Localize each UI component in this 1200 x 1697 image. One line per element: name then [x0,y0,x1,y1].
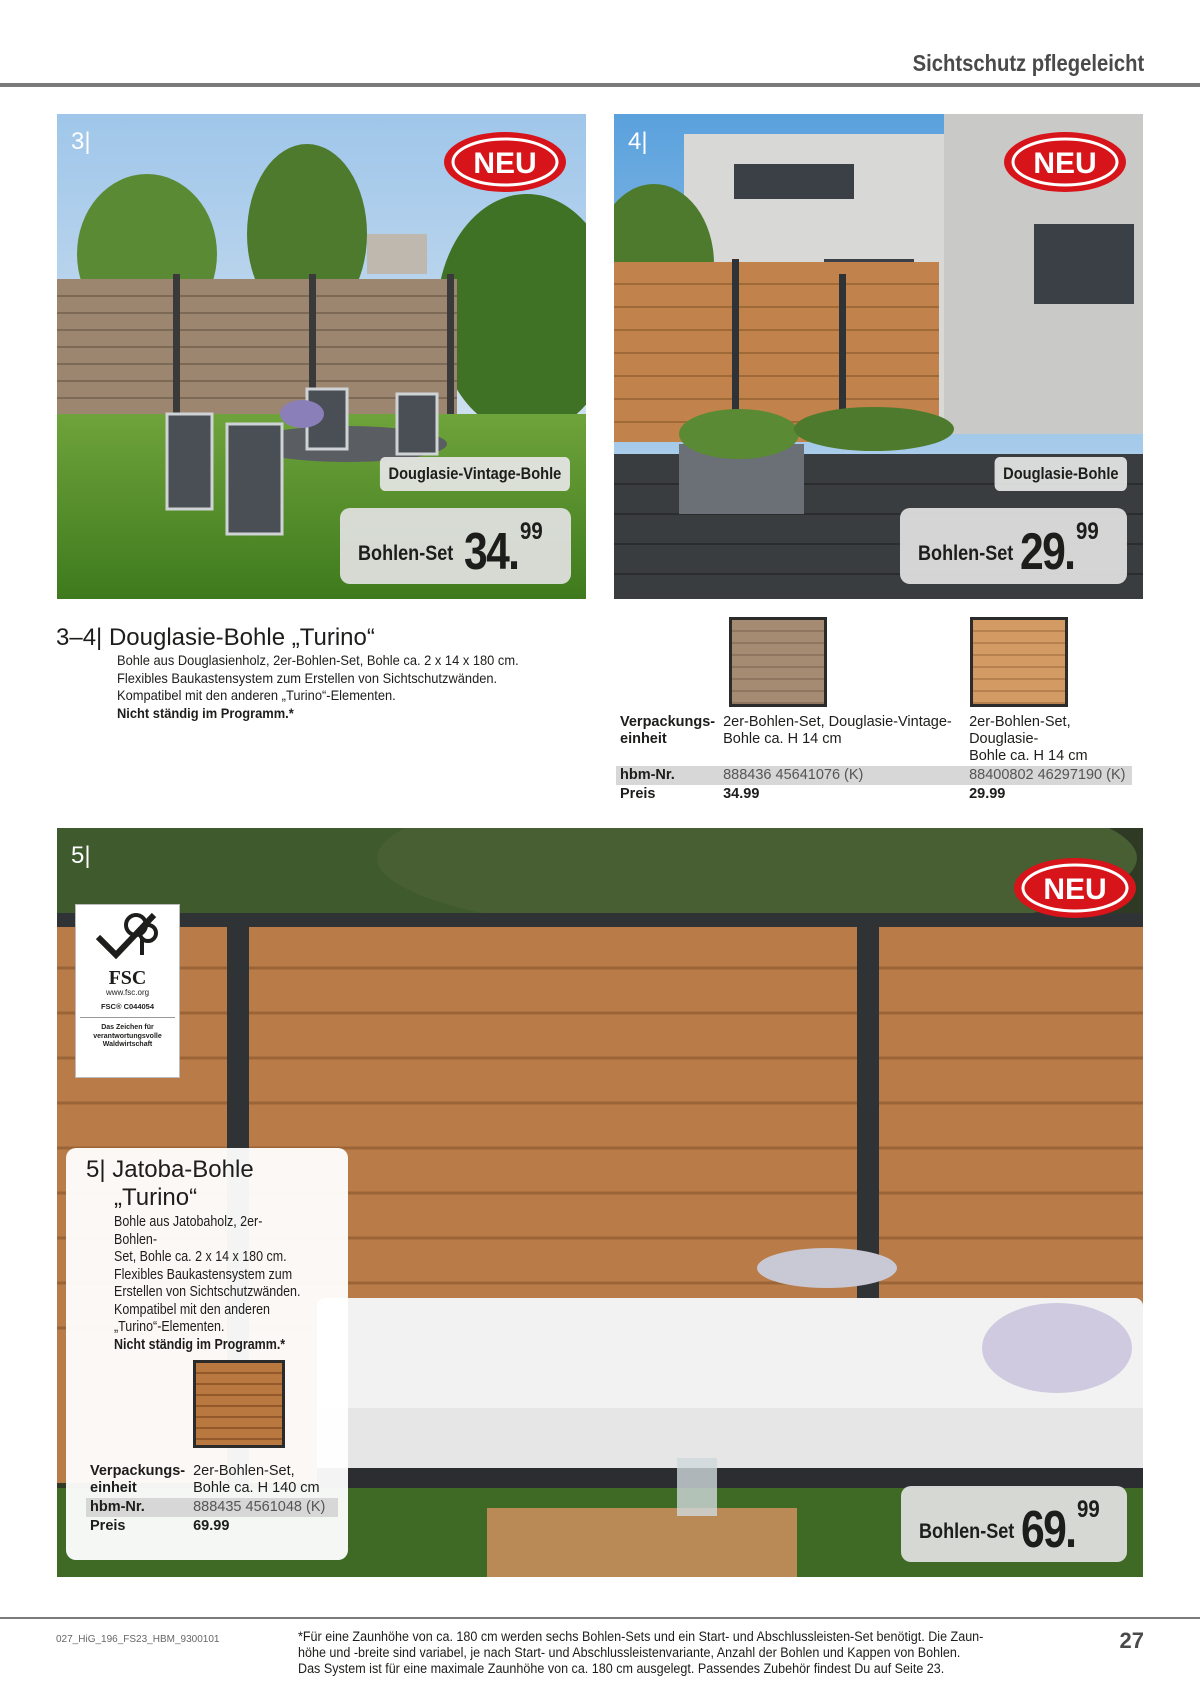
product-tag: Douglasie-Vintage-Bohle [380,457,570,491]
footnote [298,1629,1005,1677]
price-cents: 99 [1076,518,1099,545]
hbm-number: 888435 4561048 (K) [189,1498,338,1517]
description-line: Bohle aus Douglasienholz, 2er-Bohlen-Set, Bohle ca. 2 x 14 x 180 cm. [117,652,519,668]
product-title: 3–4| Douglasie-Bohle „Turino“ [56,624,375,651]
price-cents: 99 [1077,1496,1100,1523]
price-main: 29. [1020,523,1075,581]
fsc-claim: Das Zeichen für verantwortungsvolle Waldwirtschaft [80,1017,175,1050]
hbm-label: hbm-Nr. [86,1498,189,1517]
fsc-code: FSC® C044054 [100,1002,155,1011]
price-main: 69. [1021,1501,1076,1559]
fsc-name: FSC [108,967,147,989]
description-line: Kompatibel mit den anderen „Turino“-Elementen. [117,687,396,703]
spec-table-jatoba [86,1462,338,1536]
description-line: Flexibles Baukastensystem zum Erstellen von Sichtschutzwänden. [117,669,498,686]
panel-number: 5| [71,842,91,869]
price-value: 69.99 [193,1518,230,1534]
product-title: 5| Jatoba-Bohle [86,1156,254,1183]
footnote-line: *Für eine Zaunhöhe von ca. 180 cm werden sechs Bohlen-Sets und ein Start- und Abschlussleisten-Set benötigt. Die Zaun- [298,1629,984,1644]
neu-badge-text: NEU [1043,873,1107,906]
price-box [900,508,1127,584]
neu-badge [1012,856,1138,920]
footnote-line: höhe und -breite sind variabel, je nach Start- und Abschlussleistenvariante, Anzahl der Bohlen und Kappen von Bohlen. [298,1645,961,1660]
hbm-number: 88400802 46297190 (K) [965,766,1132,785]
fsc-url: www.fsc.org [105,988,150,997]
swatch-douglasie-vintage [729,617,827,707]
page-number: 27 [1119,1628,1144,1653]
product-tag: Douglasie-Bohle [994,457,1127,491]
packaging-value: 2er-Bohlen-Set, Bohle ca. H 140 cm [193,1463,320,1496]
packaging-label: Verpackungs- einheit [90,1463,186,1496]
photo-panel-4 [614,114,1143,599]
product-description [114,1214,303,1354]
price-row-label: Preis [620,786,656,802]
description-line: Erstellen von Sichtschutzwänden. [114,1284,301,1300]
price-row-label: Preis [90,1518,126,1534]
price-cents: 99 [520,518,543,545]
photo-panel-3 [57,114,586,599]
neu-badge [1002,130,1128,194]
description-line: „Turino“-Elementen. [114,1319,225,1335]
price-value: 34.99 [723,786,760,802]
price-label: Bohlen-Set [918,542,1014,565]
page-header-title: Sichtschutz pflegeleicht [912,50,1144,76]
product-subtitle: „Turino“ [114,1184,198,1211]
price-main: 34. [464,523,519,581]
neu-badge [442,130,568,194]
availability-note: Nicht ständig im Programm.* [114,1336,286,1353]
neu-badge-text: NEU [473,147,537,180]
price-value: 29.99 [969,786,1006,802]
description-line: Flexibles Baukastensystem zum [114,1266,293,1283]
panel-number: 3| [71,128,91,155]
price-box [340,508,571,584]
spec-table-douglasie [616,713,1132,804]
packaging-value: 2er-Bohlen-Set, Douglasie- Bohle ca. H 14 cm [969,714,1088,764]
fsc-logo [75,904,180,1078]
packaging-value: 2er-Bohlen-Set, Douglasie-Vintage- Bohle ca. H 14 cm [723,714,952,747]
hbm-label: hbm-Nr. [616,766,719,785]
swatch-jatoba [193,1360,285,1448]
header-divider [0,83,1200,87]
availability-note: Nicht ständig im Programm.* [117,704,294,721]
document-code: 027_HiG_196_FS23_HBM_9300101 [56,1634,220,1645]
neu-badge-text: NEU [1033,147,1097,180]
footer-divider [0,1617,1200,1619]
price-label: Bohlen-Set [358,542,454,565]
description-line: Set, Bohle ca. 2 x 14 x 180 cm. [114,1249,287,1265]
description-line: Kompatibel mit den anderen [114,1301,270,1318]
footnote-line: Das System ist für eine maximale Zaunhöhe von ca. 180 cm ausgelegt. Passendes Zubehör findest Du auf Seite 23. [298,1661,945,1676]
tree-checkmark-icon [76,905,179,963]
price-box [901,1486,1127,1562]
price-label: Bohlen-Set [919,1520,1015,1543]
hbm-number: 888436 45641076 (K) [719,766,965,785]
panel-number: 4| [628,128,648,155]
swatch-douglasie [970,617,1068,707]
product-description [117,652,540,722]
packaging-label: Verpackungs- einheit [620,714,716,747]
description-line: Bohle aus Jatobaholz, 2er-Bohlen- [114,1214,263,1248]
